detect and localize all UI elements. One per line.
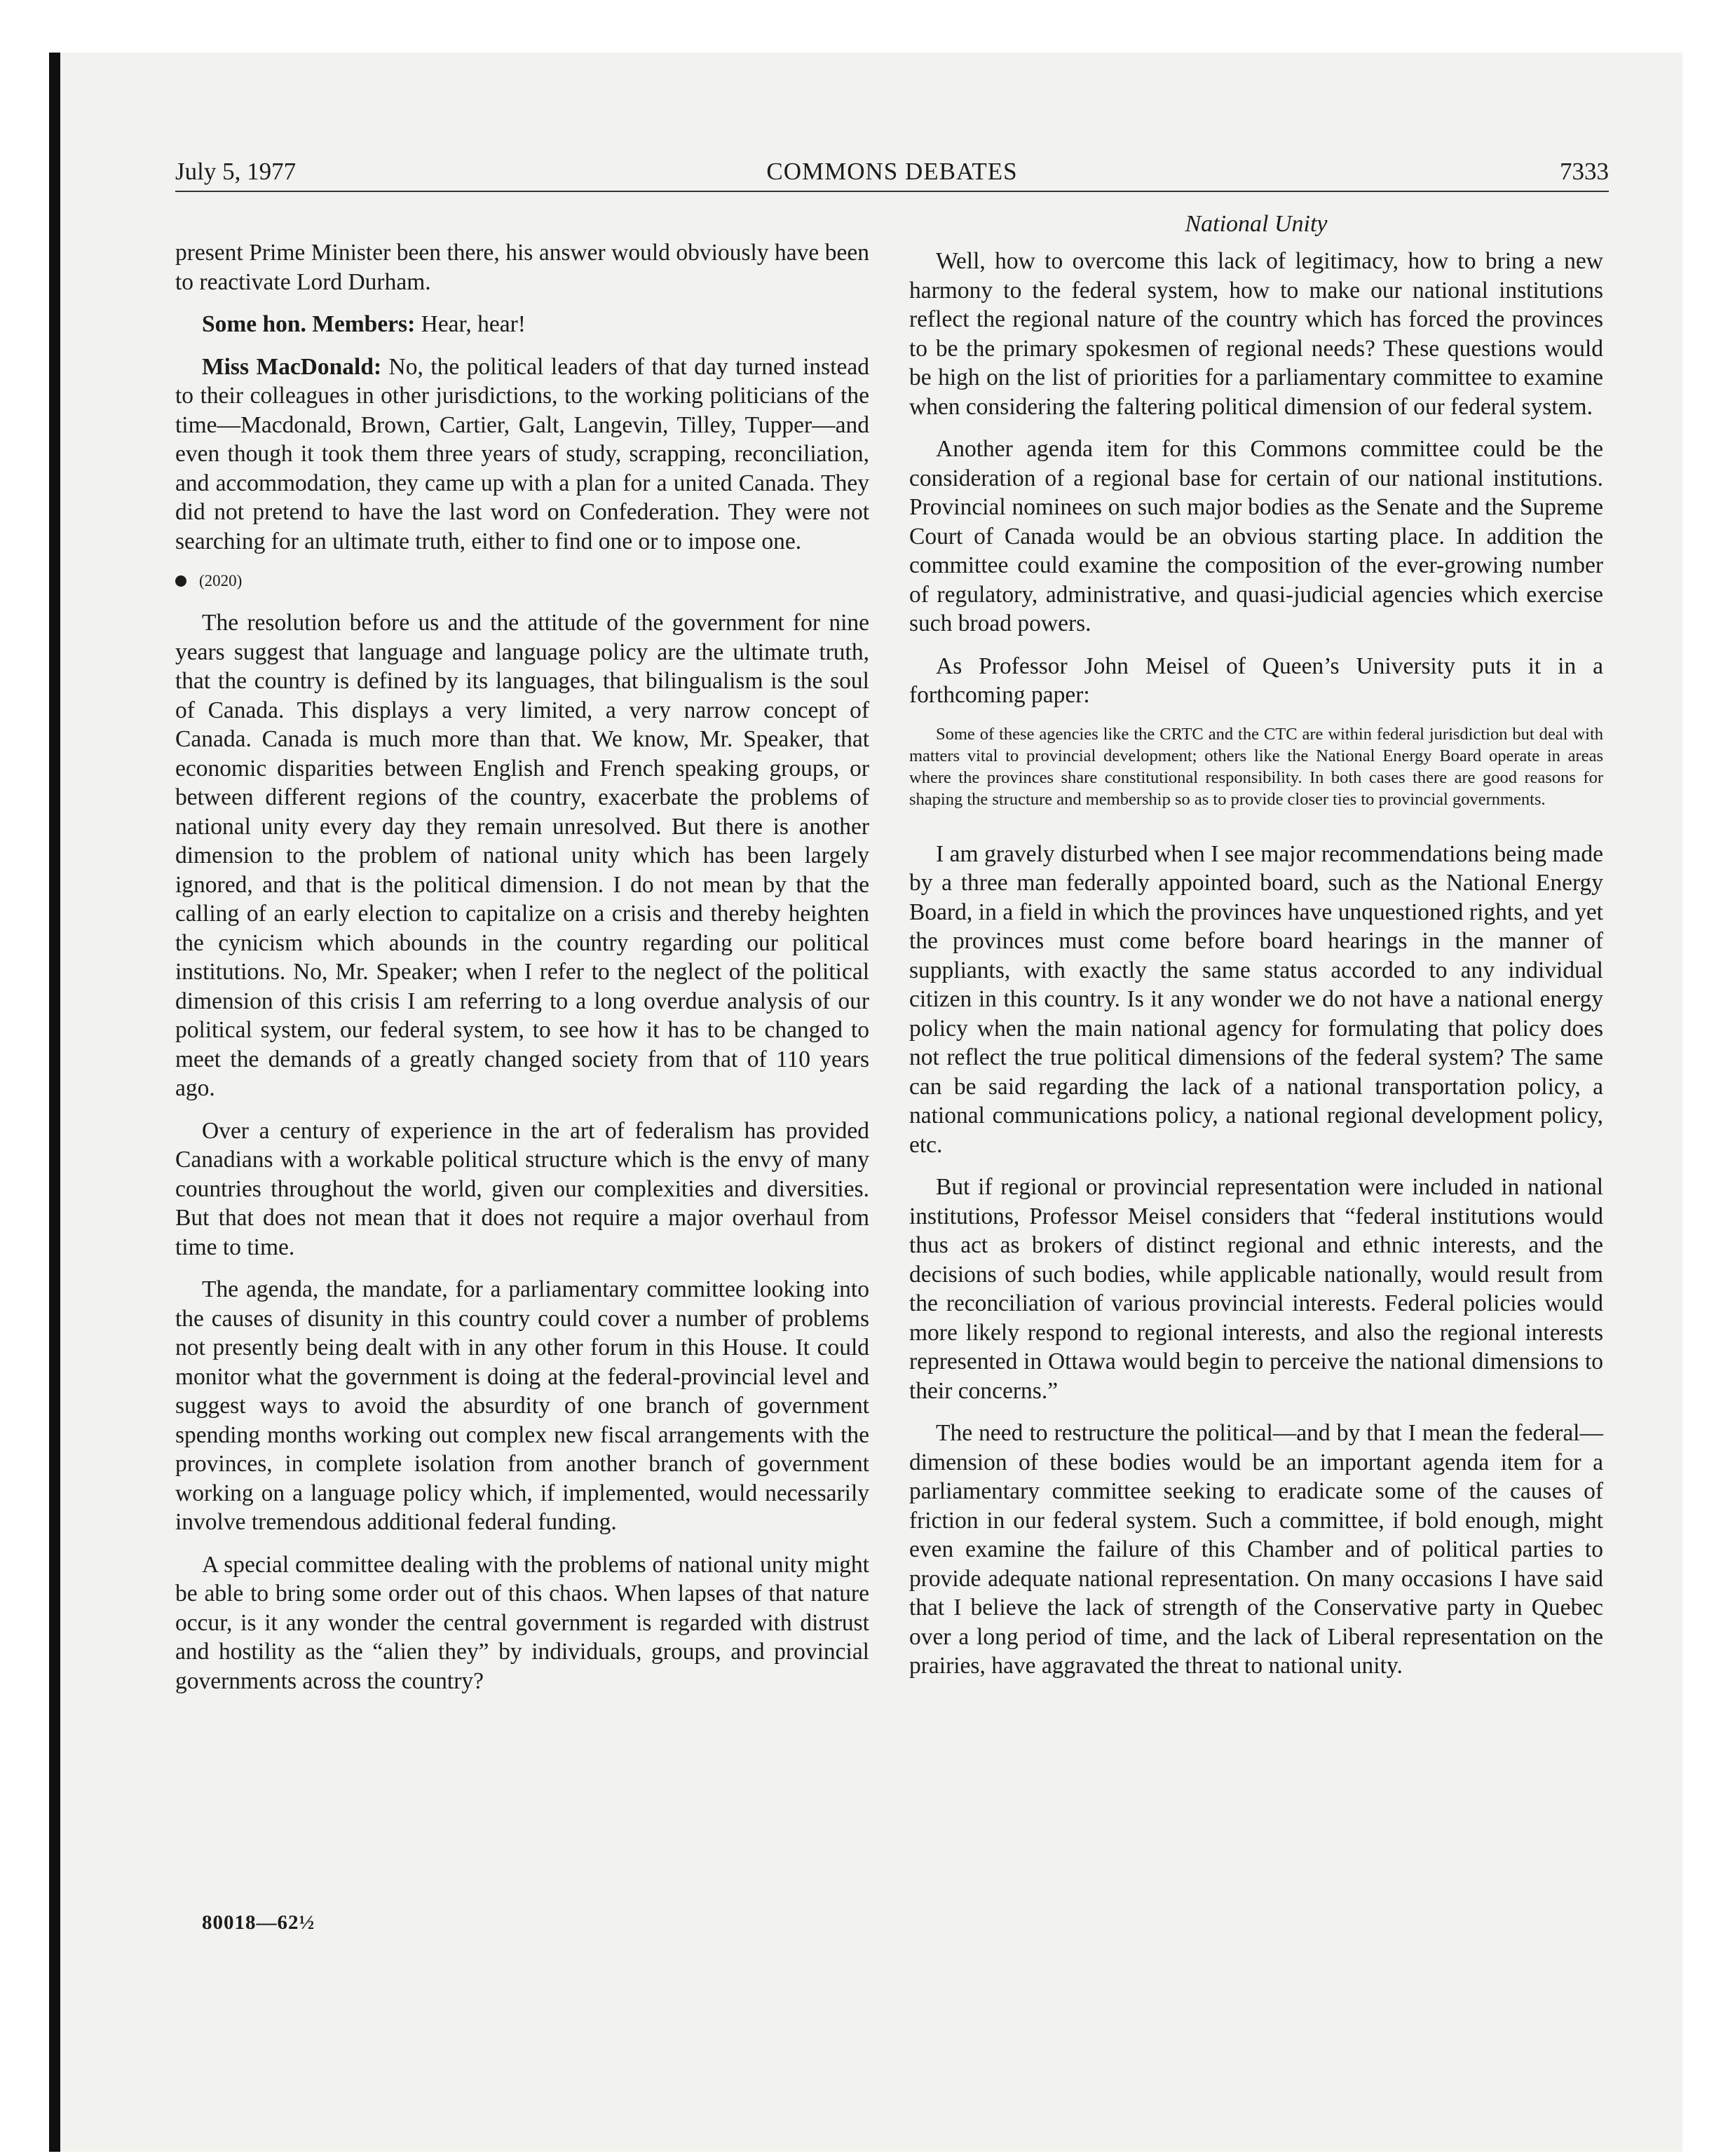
right-column: [909, 209, 1603, 1694]
time-marker-label: (2020): [199, 572, 243, 589]
time-marker: [175, 569, 869, 593]
paragraph: Another agenda item for this Commons committee could be the consideration of a regional base for certain of our national institutions. Provincial nominees on such major bodies as the Senate and the Supreme Court of Canada would be an obvious starting place. In addition the committee could examine the composition of the ever-growing number of regulatory, administrative, and quasi-judicial agencies which exercise such broad powers.: [909, 436, 1603, 636]
scan-binding-edge: [49, 53, 60, 2152]
paragraph: A special committee dealing with the problems of national unity might be able to bring some order out of this chaos. When lapses of that nature occur, is it any wonder the central government is regarded with distrust and hostility as the “alien they” by individuals, groups, and provincial governments across the country?: [175, 1551, 869, 1694]
paragraph-interjection: [175, 310, 869, 339]
paragraph: The need to restructure the political—and by that I mean the federal—dimension of these bodies would be an important agenda item for a parliamentary committee seeking to eradicate some of the causes of friction in our federal system. Such a committee, if bold enough, might even examine the failure of this Chamber and of political parties to provide adequate national representation. On many occasions I have said that I believe the lack of strength of the Conservative party in Quebec over a long period of time, and the lack of Liberal representation on the prairies, have aggravated the threat to national unity.: [909, 1420, 1603, 1679]
section-heading: National Unity: [1185, 211, 1328, 237]
left-column: [175, 238, 869, 1709]
paragraph: The resolution before us and the attitude of the government for nine years suggest that language and language policy are the ultimate truth, that the country is defined by its languages, that bilingualism is the soul of Canada. This displays a very limited, a very narrow concept of Canada. Canada is much more than that. We know, Mr. Speaker, that economic disparities between English and French speaking groups, or between different regions of the country, exacerbate the problems of national unity every day they remain unresolved. But there is another dimension to the problem of national unity which has been largely ignored, and that is the political dimension. I do not mean by that the calling of an early election to capitalize on a crisis and thereby heighten the cynicism which abounds in the country regarding our political institutions. No, Mr. Speaker; when I refer to the neglect of the political dimension of this crisis I am referring to a long overdue analysis of our political system, our federal system, to see how it has to be changed to meet the demands of a greatly changed society from that of 110 years ago.: [175, 610, 869, 1101]
paragraph: But if regional or provincial representation were included in national institutions, Professor Meisel considers that “federal institutions would thus act as brokers of distinct regional and ethnic interests, and the decisions of such bodies, while applicable nationally, would result from the reconciliation of various provincial interests. Federal policies would more likely respond to regional interests, and also the regional interests represented in Ottawa would begin to perceive the national dimensions to their concerns.”: [909, 1174, 1603, 1404]
speech-text: No, the political leaders of that day turned instead to their colleagues in other jurisdictions, to the working politicians of the time—Macdonald, Brown, Cartier, Galt, Langevin, Tilley, Tupper—and even though it took them three years of study, scrapping, reconciliation, and accommodation, they came up with a plan for a united Canada. They did not pretend to have the last word on Confederation. They were not searching for an ultimate truth, either to find one or to impose one.: [175, 353, 870, 554]
speaker-name: Miss MacDonald:: [202, 353, 382, 380]
footer-print-code: 80018—62½: [202, 1911, 315, 1934]
header-journal-title: COMMONS DEBATES: [766, 158, 1018, 185]
paragraph: The agenda, the mandate, for a parliamentary committee looking into the causes of disunity in this country could cover a number of problems not presently being dealt with in any other forum in this House. It could monitor what the government is doing at the federal-provincial level and suggest ways to avoid the absurdity of one branch of government spending months working out complex new fiscal arrangements with the provinces, in complete isolation from another branch of government working on a language policy which, if implemented, would necessarily involve tremendous additional federal funding.: [175, 1276, 869, 1535]
bullet-icon: [175, 575, 186, 587]
paragraph-speech: [175, 353, 869, 557]
paragraph: Well, how to overcome this lack of legitimacy, how to bring a new harmony to the federal system, how to make our national institutions reflect the regional nature of the country which has forced the provinces to be the primary spokesmen of regional needs? These questions would be high on the list of priorities for a parliamentary committee to examine when considering the faltering political dimension of our federal system.: [909, 248, 1603, 420]
header-page-number: 7333: [1560, 158, 1609, 185]
page-header: [175, 156, 1609, 192]
paragraph: I am gravely disturbed when I see major recommendations being made by a three man federally appointed board, such as the National Energy Board, in a field in which the provinces have unquestioned rights, and yet the provinces must come before board hearings in the manner of suppliants, with exactly the same status accorded to any individual citizen in this country. Is it any wonder we do not have a national energy policy when the main national agency for formulating that policy does not reflect the true political dimensions of the federal system? The same can be said regarding the lack of a national transportation policy, a national communications policy, a national regional development policy, etc.: [909, 840, 1603, 1158]
speaker-name: Some hon. Members:: [202, 311, 416, 337]
speech-text: Hear, hear!: [415, 311, 526, 337]
paragraph: Over a century of experience in the art of federalism has provided Canadians with a workable political structure which is the envy of many countries throughout the world, given our complexities and diversities. But that does not mean that it does not require a major overhaul from time to time.: [175, 1117, 869, 1260]
paragraph: present Prime Minister been there, his answer would obviously have been to reactivate Lord Durham.: [175, 240, 869, 295]
header-date: July 5, 1977: [175, 158, 297, 185]
block-quote: Some of these agencies like the CRTC and the CTC are within federal jurisdiction but deal with matters vital to provincial development; others like the National Energy Board operate in areas where the provinces share constitutional responsibility. In both cases there are good reasons for shaping the structure and membership so as to provide closer ties to provincial governments.: [909, 724, 1603, 809]
paragraph: As Professor John Meisel of Queen’s University puts it in a forthcoming paper:: [909, 653, 1603, 708]
